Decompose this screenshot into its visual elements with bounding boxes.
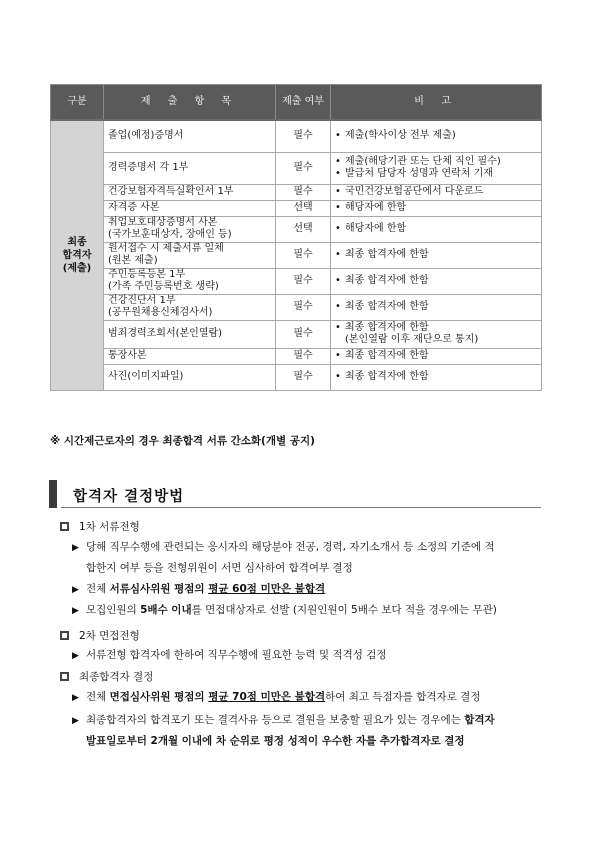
- item-cell: 경력증명서 각 1부: [104, 152, 276, 184]
- note-cell: • 최종 합격자에 한함: [331, 268, 542, 294]
- note-cell: • 해당자에 한함: [331, 216, 542, 242]
- required-cell: 선택: [276, 216, 331, 242]
- required-cell: 필수: [276, 242, 331, 268]
- header-required: 제출 여부: [276, 85, 331, 121]
- note-cell: • 국민건강보험공단에서 다운로드: [331, 184, 542, 200]
- table-row: [51, 268, 542, 294]
- item-cell: 통장사본: [104, 348, 276, 364]
- note-cell: • 제출(학사이상 전부 제출): [331, 120, 542, 152]
- required-cell: 필수: [276, 120, 331, 152]
- footnote: ※ 시간제근로자의 경우 최종합격 서류 간소화(개별 공지): [50, 435, 315, 447]
- triangle-right-icon: ▶: [72, 543, 79, 553]
- item-cell: 건강진단서 1부 (공무원채용신체검사서): [104, 294, 276, 320]
- stage2-title: 2차 면접전형: [60, 628, 140, 643]
- required-cell: 필수: [276, 348, 331, 364]
- table-row: [51, 120, 542, 152]
- required-cell: 필수: [276, 184, 331, 200]
- item-cell: 원서접수 시 제출서류 일체 (원본 제출): [104, 242, 276, 268]
- section-heading-title: 합격자 결정방법: [73, 489, 185, 505]
- triangle-right-icon: ▶: [72, 585, 79, 595]
- table-header-row: [51, 85, 542, 121]
- item-cell: 사진(이미지파일): [104, 364, 276, 390]
- table-row: [51, 320, 542, 348]
- header-category: 구분: [51, 85, 104, 121]
- section-heading: [49, 480, 541, 508]
- stage1-bullet-3: ▶ 모집인원의 5배수 이내를 면접대상자로 선발 (지원인원이 5배수 보다 적을 경우에는 무관): [72, 600, 542, 621]
- table-row: [51, 348, 542, 364]
- triangle-right-icon: ▶: [72, 606, 79, 616]
- heading-bar: [49, 480, 57, 508]
- heading-underline: [61, 507, 541, 508]
- table-row: [51, 294, 542, 320]
- note-cell: • 최종 합격자에 한함: [331, 364, 542, 390]
- required-cell: 필수: [276, 152, 331, 184]
- required-cell: 필수: [276, 320, 331, 348]
- triangle-right-icon: ▶: [72, 716, 79, 726]
- category-cell: 최종 합격자 (제출): [51, 120, 104, 390]
- table-row: [51, 242, 542, 268]
- required-cell: 필수: [276, 364, 331, 390]
- table-row: [51, 152, 542, 184]
- stage3-bullet-2: ▶ 최종합격자의 합격포기 또는 결격사유 등으로 결원을 보충할 필요가 있는 경우에는 합격자 발표일로부터 2개월 이내에 차 순위로 평정 성적이 우수한 자를 추가합격자로 결정: [72, 710, 542, 751]
- note-cell: • 최종 합격자에 한함: [331, 348, 542, 364]
- table-row: [51, 184, 542, 200]
- required-cell: 필수: [276, 268, 331, 294]
- note-cell: • 해당자에 한함: [331, 200, 542, 216]
- stage1-bullet-2: ▶ 전체 서류심사위원 평점의 평균 60점 미만은 불합격: [72, 579, 542, 600]
- table-row: [51, 364, 542, 390]
- triangle-right-icon: ▶: [72, 693, 79, 703]
- item-cell: 자격증 사본: [104, 200, 276, 216]
- item-cell: 건강보험자격득실확인서 1부: [104, 184, 276, 200]
- note-cell: • 제출(해당기관 또는 단체 직인 필수) • 발급처 담당자 성명과 연락처 기재: [331, 152, 542, 184]
- square-box-icon: [60, 522, 69, 531]
- item-cell: 취업보호대상증명서 사본 (국가보훈대상자, 장애인 등): [104, 216, 276, 242]
- required-documents-table: [50, 84, 542, 391]
- stage3-title: 최종합격자 결정: [60, 669, 153, 684]
- header-item: 제 출 항 목: [104, 85, 276, 121]
- item-cell: 주민등록등본 1부 (가족 주민등록번호 생략): [104, 268, 276, 294]
- required-cell: 선택: [276, 200, 331, 216]
- table-row: [51, 200, 542, 216]
- stage3-bullet-1: ▶ 전체 면접심사위원 평점의 평균 70점 미만은 불합격하여 최고 득점자를 합격자로 결정: [72, 687, 542, 708]
- table-body: [51, 120, 542, 390]
- square-box-icon: [60, 672, 69, 681]
- stage1-bullet-1: ▶ 당해 직무수행에 관련되는 응시자의 해당분야 전공, 경력, 자기소개서 등 소정의 기준에 적 합한지 여부 등을 전형위원이 서면 심사하여 합격여부 결정: [72, 537, 542, 578]
- item-cell: 졸업(예정)증명서: [104, 120, 276, 152]
- note-cell: • 최종 합격자에 한함: [331, 294, 542, 320]
- note-cell: • 최종 합격자에 한함: [331, 242, 542, 268]
- triangle-right-icon: ▶: [72, 651, 79, 661]
- item-cell: 범죄경력조회서(본인열람): [104, 320, 276, 348]
- square-box-icon: [60, 631, 69, 640]
- required-cell: 필수: [276, 294, 331, 320]
- stage1-title: 1차 서류전형: [60, 519, 140, 534]
- note-cell: • 최종 합격자에 한함 (본인열람 이후 재단으로 통지): [331, 320, 542, 348]
- header-note: 비 고: [331, 85, 542, 121]
- stage2-bullet-1: ▶ 서류전형 합격자에 한하여 직무수행에 필요한 능력 및 적격성 검정: [72, 645, 542, 666]
- table-row: [51, 216, 542, 242]
